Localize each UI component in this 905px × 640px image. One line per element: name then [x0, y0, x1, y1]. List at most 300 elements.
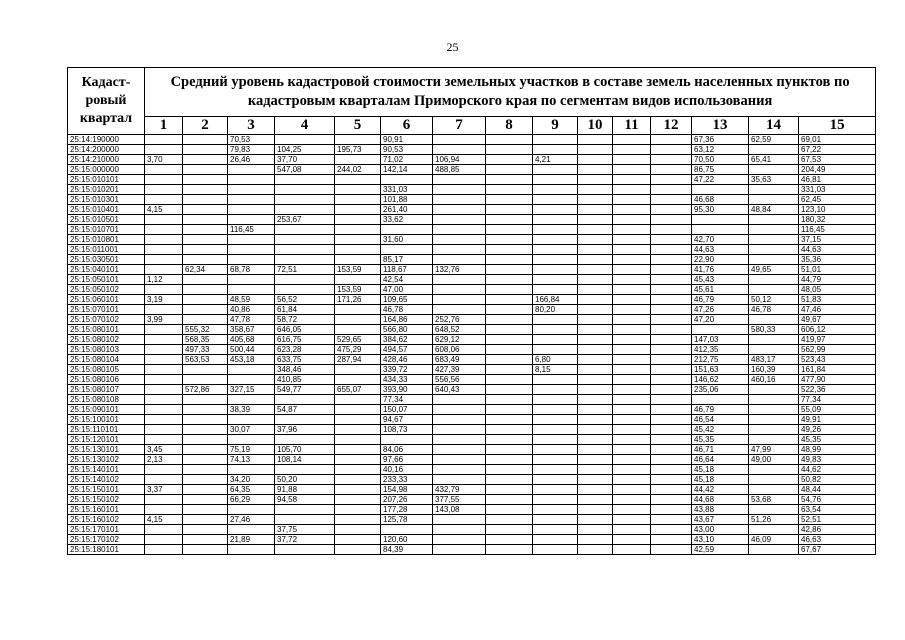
value-cell: 488,85 — [433, 165, 486, 175]
value-cell — [183, 295, 228, 305]
table-row — [68, 415, 876, 425]
value-cell — [749, 395, 799, 405]
cadastral-quarter-cell: 25:15:160102 — [68, 515, 145, 525]
value-cell: 77,34 — [799, 395, 876, 405]
value-cell: 44,68 — [692, 495, 749, 505]
value-cell: 49,00 — [749, 455, 799, 465]
value-cell — [533, 165, 578, 175]
table-row — [68, 325, 876, 335]
value-cell — [433, 405, 486, 415]
value-cell: 358,67 — [228, 325, 275, 335]
value-cell — [613, 135, 651, 145]
value-cell — [275, 175, 335, 185]
segment-column-header: 7 — [433, 117, 486, 135]
value-cell — [692, 185, 749, 195]
value-cell — [533, 195, 578, 205]
table-row — [68, 435, 876, 445]
value-cell — [749, 235, 799, 245]
value-cell — [692, 325, 749, 335]
value-cell — [613, 455, 651, 465]
value-cell: 348,46 — [275, 365, 335, 375]
page-number: 25 — [446, 40, 459, 54]
value-cell — [145, 325, 183, 335]
cadastral-quarter-cell: 25:15:110101 — [68, 425, 145, 435]
value-cell: 54,87 — [275, 405, 335, 415]
value-cell: 43,00 — [692, 525, 749, 535]
value-cell — [486, 315, 533, 325]
value-cell — [749, 145, 799, 155]
value-cell — [749, 385, 799, 395]
table-row — [68, 545, 876, 555]
value-cell: 94,58 — [275, 495, 335, 505]
value-cell: 427,39 — [433, 365, 486, 375]
value-cell — [749, 225, 799, 235]
value-cell — [486, 535, 533, 545]
value-cell: 84,39 — [381, 545, 433, 555]
value-cell — [578, 275, 613, 285]
table-row — [68, 255, 876, 265]
value-cell — [486, 205, 533, 215]
table-row — [68, 165, 876, 175]
value-cell — [749, 195, 799, 205]
value-cell: 62,34 — [183, 265, 228, 275]
value-cell — [578, 225, 613, 235]
value-cell: 108,14 — [275, 455, 335, 465]
value-cell — [335, 415, 381, 425]
value-cell: 132,76 — [433, 265, 486, 275]
value-cell — [183, 245, 228, 255]
table-row — [68, 405, 876, 415]
cadastral-quarter-cell: 25:15:010101 — [68, 175, 145, 185]
value-cell: 84,06 — [381, 445, 433, 455]
table-row — [68, 155, 876, 165]
value-cell: 21,89 — [228, 535, 275, 545]
value-cell — [228, 245, 275, 255]
value-cell — [486, 135, 533, 145]
value-cell: 46,78 — [749, 305, 799, 315]
value-cell: 51,01 — [799, 265, 876, 275]
value-cell — [578, 365, 613, 375]
value-cell — [651, 175, 692, 185]
value-cell: 563,53 — [183, 355, 228, 365]
value-cell — [145, 405, 183, 415]
value-cell — [578, 255, 613, 265]
value-cell — [183, 495, 228, 505]
value-cell — [749, 405, 799, 415]
cadastral-quarter-cell: 25:15:160101 — [68, 505, 145, 515]
cadastral-value-table — [67, 67, 876, 555]
value-cell — [613, 305, 651, 315]
value-cell: 37,75 — [275, 525, 335, 535]
value-cell: 287,94 — [335, 355, 381, 365]
value-cell: 33,62 — [381, 215, 433, 225]
value-cell: 46,71 — [692, 445, 749, 455]
cadastral-quarter-cell: 25:15:010801 — [68, 235, 145, 245]
value-cell: 195,73 — [335, 145, 381, 155]
value-cell — [613, 425, 651, 435]
value-cell — [275, 285, 335, 295]
value-cell — [533, 535, 578, 545]
value-cell: 46,79 — [692, 405, 749, 415]
value-cell: 105,70 — [275, 445, 335, 455]
table-row — [68, 215, 876, 225]
value-cell — [533, 395, 578, 405]
cadastral-quarter-cell: 25:15:010401 — [68, 205, 145, 215]
value-cell — [145, 305, 183, 315]
value-cell — [578, 385, 613, 395]
value-cell: 434,33 — [381, 375, 433, 385]
value-cell — [433, 235, 486, 245]
value-cell — [651, 265, 692, 275]
value-cell: 45,35 — [799, 435, 876, 445]
value-cell — [228, 435, 275, 445]
value-cell: 608,06 — [433, 345, 486, 355]
value-cell: 47,26 — [692, 305, 749, 315]
segment-column-header: 4 — [275, 117, 335, 135]
value-cell — [335, 325, 381, 335]
value-cell — [613, 295, 651, 305]
value-cell — [433, 295, 486, 305]
value-cell: 43,88 — [692, 505, 749, 515]
value-cell: 42,54 — [381, 275, 433, 285]
value-cell — [183, 455, 228, 465]
value-cell — [433, 455, 486, 465]
value-cell — [651, 195, 692, 205]
value-cell — [145, 505, 183, 515]
value-cell: 4,21 — [533, 155, 578, 165]
cadastral-quarter-cell: 25:15:080105 — [68, 365, 145, 375]
value-cell: 37,70 — [275, 155, 335, 165]
value-cell — [486, 415, 533, 425]
value-cell: 207,26 — [381, 495, 433, 505]
value-cell — [335, 535, 381, 545]
value-cell — [749, 525, 799, 535]
table-row — [68, 515, 876, 525]
value-cell — [486, 545, 533, 555]
value-cell — [486, 155, 533, 165]
cadastral-quarter-cell: 25:15:080104 — [68, 355, 145, 365]
value-cell: 150,07 — [381, 405, 433, 415]
value-cell: 212,75 — [692, 355, 749, 365]
value-cell — [486, 305, 533, 315]
value-cell — [335, 485, 381, 495]
value-cell — [651, 465, 692, 475]
table-row — [68, 375, 876, 385]
value-cell — [183, 515, 228, 525]
cadastral-quarter-cell: 25:15:010201 — [68, 185, 145, 195]
value-cell: 47,22 — [692, 175, 749, 185]
value-cell — [183, 155, 228, 165]
value-cell: 3,19 — [145, 295, 183, 305]
value-cell — [433, 445, 486, 455]
value-cell — [145, 345, 183, 355]
value-cell: 63,54 — [799, 505, 876, 515]
cadastral-quarter-cell: 25:14:200000 — [68, 145, 145, 155]
value-cell — [651, 495, 692, 505]
value-cell — [578, 495, 613, 505]
value-cell — [613, 445, 651, 455]
value-cell: 62,59 — [749, 135, 799, 145]
value-cell: 47,46 — [799, 305, 876, 315]
value-cell — [381, 245, 433, 255]
value-cell — [486, 485, 533, 495]
value-cell: 50,12 — [749, 295, 799, 305]
value-cell — [533, 515, 578, 525]
value-cell — [613, 385, 651, 395]
value-cell: 419,97 — [799, 335, 876, 345]
value-cell: 123,10 — [799, 205, 876, 215]
value-cell — [335, 315, 381, 325]
value-cell — [335, 365, 381, 375]
value-cell: 71,02 — [381, 155, 433, 165]
value-cell — [183, 375, 228, 385]
value-cell — [486, 525, 533, 535]
value-cell — [613, 545, 651, 555]
value-cell — [183, 365, 228, 375]
value-cell — [578, 325, 613, 335]
value-cell — [335, 205, 381, 215]
value-cell — [335, 545, 381, 555]
value-cell — [433, 205, 486, 215]
value-cell: 44,63 — [799, 245, 876, 255]
cadastral-quarter-cell: 25:15:180101 — [68, 545, 145, 555]
value-cell: 48,05 — [799, 285, 876, 295]
table-row — [68, 235, 876, 245]
value-cell — [433, 525, 486, 535]
cadastral-quarter-cell: 25:14:210000 — [68, 155, 145, 165]
value-cell — [486, 245, 533, 255]
value-cell — [486, 385, 533, 395]
cadastral-quarter-cell: 25:15:070101 — [68, 305, 145, 315]
value-cell — [275, 135, 335, 145]
value-cell — [533, 185, 578, 195]
value-cell: 85,17 — [381, 255, 433, 265]
value-cell — [183, 505, 228, 515]
segment-column-header: 10 — [578, 117, 613, 135]
value-cell — [275, 245, 335, 255]
table-row — [68, 265, 876, 275]
value-cell — [183, 225, 228, 235]
value-cell: 42,59 — [692, 545, 749, 555]
value-cell — [749, 505, 799, 515]
value-cell: 47,20 — [692, 315, 749, 325]
value-cell — [145, 265, 183, 275]
cadastral-quarter-cell: 25:15:000000 — [68, 165, 145, 175]
value-cell — [651, 485, 692, 495]
value-cell — [749, 545, 799, 555]
value-cell: 48,99 — [799, 445, 876, 455]
value-cell — [651, 335, 692, 345]
cadastral-quarter-cell: 25:15:140101 — [68, 465, 145, 475]
value-cell — [145, 375, 183, 385]
value-cell: 235,06 — [692, 385, 749, 395]
value-cell: 147,03 — [692, 335, 749, 345]
value-cell: 49,91 — [799, 415, 876, 425]
value-cell — [613, 415, 651, 425]
value-cell — [335, 525, 381, 535]
value-cell: 56,52 — [275, 295, 335, 305]
value-cell — [651, 375, 692, 385]
value-cell — [433, 395, 486, 405]
value-cell: 64,35 — [228, 485, 275, 495]
table-row — [68, 175, 876, 185]
value-cell: 79,83 — [228, 145, 275, 155]
table-row — [68, 535, 876, 545]
value-cell — [433, 415, 486, 425]
value-cell — [749, 215, 799, 225]
value-cell: 94,67 — [381, 415, 433, 425]
value-cell — [486, 195, 533, 205]
value-cell: 327,15 — [228, 385, 275, 395]
value-cell: 46,81 — [799, 175, 876, 185]
value-cell — [486, 175, 533, 185]
value-cell — [433, 535, 486, 545]
value-cell — [613, 465, 651, 475]
value-cell — [486, 505, 533, 515]
cadastral-quarter-cell: 25:15:011001 — [68, 245, 145, 255]
value-cell — [335, 215, 381, 225]
value-cell: 523,43 — [799, 355, 876, 365]
value-cell: 3,37 — [145, 485, 183, 495]
value-cell — [183, 465, 228, 475]
value-cell: 43,67 — [692, 515, 749, 525]
value-cell: 26,46 — [228, 155, 275, 165]
cadastral-quarter-cell: 25:15:080108 — [68, 395, 145, 405]
value-cell — [381, 435, 433, 445]
value-cell: 50,82 — [799, 475, 876, 485]
value-cell: 47,00 — [381, 285, 433, 295]
value-cell — [228, 255, 275, 265]
segment-column-header: 12 — [651, 117, 692, 135]
value-cell — [651, 185, 692, 195]
value-cell — [692, 395, 749, 405]
value-cell: 432,79 — [433, 485, 486, 495]
cadastral-quarter-cell: 25:15:170102 — [68, 535, 145, 545]
value-cell — [578, 155, 613, 165]
value-cell — [275, 205, 335, 215]
value-cell: 104,25 — [275, 145, 335, 155]
cadastral-quarter-cell: 25:15:080101 — [68, 325, 145, 335]
table-row — [68, 525, 876, 535]
value-cell: 142,14 — [381, 165, 433, 175]
value-cell — [335, 405, 381, 415]
value-cell — [228, 525, 275, 535]
table-row — [68, 385, 876, 395]
value-cell — [578, 435, 613, 445]
value-cell — [228, 275, 275, 285]
value-cell — [228, 365, 275, 375]
value-cell: 616,75 — [275, 335, 335, 345]
table-row — [68, 145, 876, 155]
segment-column-header: 8 — [486, 117, 533, 135]
value-cell — [651, 315, 692, 325]
value-cell: 48,59 — [228, 295, 275, 305]
value-cell: 233,33 — [381, 475, 433, 485]
value-cell: 244,02 — [335, 165, 381, 175]
value-cell: 67,36 — [692, 135, 749, 145]
value-cell — [749, 285, 799, 295]
value-cell: 62,45 — [799, 195, 876, 205]
value-cell — [651, 325, 692, 335]
value-cell — [651, 135, 692, 145]
value-cell — [183, 135, 228, 145]
value-cell: 171,26 — [335, 295, 381, 305]
value-cell — [578, 345, 613, 355]
cadastral-quarter-cell: 25:15:120101 — [68, 435, 145, 445]
value-cell — [749, 425, 799, 435]
value-cell — [578, 165, 613, 175]
value-cell — [228, 285, 275, 295]
table-row — [68, 245, 876, 255]
value-cell: 393,90 — [381, 385, 433, 395]
value-cell — [651, 145, 692, 155]
value-cell: 475,29 — [335, 345, 381, 355]
value-cell: 46,09 — [749, 535, 799, 545]
value-cell — [578, 295, 613, 305]
value-cell — [533, 385, 578, 395]
value-cell: 655,07 — [335, 385, 381, 395]
value-cell — [183, 395, 228, 405]
value-cell — [486, 465, 533, 475]
value-cell: 3,45 — [145, 445, 183, 455]
value-cell: 51,83 — [799, 295, 876, 305]
value-cell — [533, 275, 578, 285]
value-cell — [486, 425, 533, 435]
value-cell — [749, 185, 799, 195]
value-cell: 412,35 — [692, 345, 749, 355]
value-cell — [275, 415, 335, 425]
value-cell: 166,84 — [533, 295, 578, 305]
value-cell — [183, 255, 228, 265]
value-cell — [613, 145, 651, 155]
value-cell — [486, 335, 533, 345]
value-cell: 177,28 — [381, 505, 433, 515]
value-cell — [651, 535, 692, 545]
value-cell — [578, 235, 613, 245]
value-cell — [145, 195, 183, 205]
table-row — [68, 305, 876, 315]
value-cell — [145, 475, 183, 485]
value-cell — [578, 465, 613, 475]
value-cell: 58,72 — [275, 315, 335, 325]
segment-number-row — [68, 117, 876, 135]
value-cell — [533, 425, 578, 435]
value-cell: 46,68 — [692, 195, 749, 205]
value-cell: 40,86 — [228, 305, 275, 315]
value-cell — [183, 185, 228, 195]
value-cell — [613, 165, 651, 175]
value-cell — [145, 355, 183, 365]
value-cell — [692, 225, 749, 235]
value-cell — [749, 255, 799, 265]
value-cell — [275, 275, 335, 285]
cadastral-quarter-cell: 25:15:090101 — [68, 405, 145, 415]
value-cell — [335, 455, 381, 465]
value-cell — [183, 205, 228, 215]
value-cell — [613, 335, 651, 345]
value-cell — [335, 175, 381, 185]
value-cell — [145, 425, 183, 435]
value-cell — [651, 515, 692, 525]
value-cell — [533, 455, 578, 465]
value-cell — [578, 445, 613, 455]
value-cell — [145, 185, 183, 195]
value-cell — [613, 245, 651, 255]
value-cell — [533, 235, 578, 245]
value-cell — [275, 395, 335, 405]
value-cell: 8,15 — [533, 365, 578, 375]
value-cell — [335, 425, 381, 435]
